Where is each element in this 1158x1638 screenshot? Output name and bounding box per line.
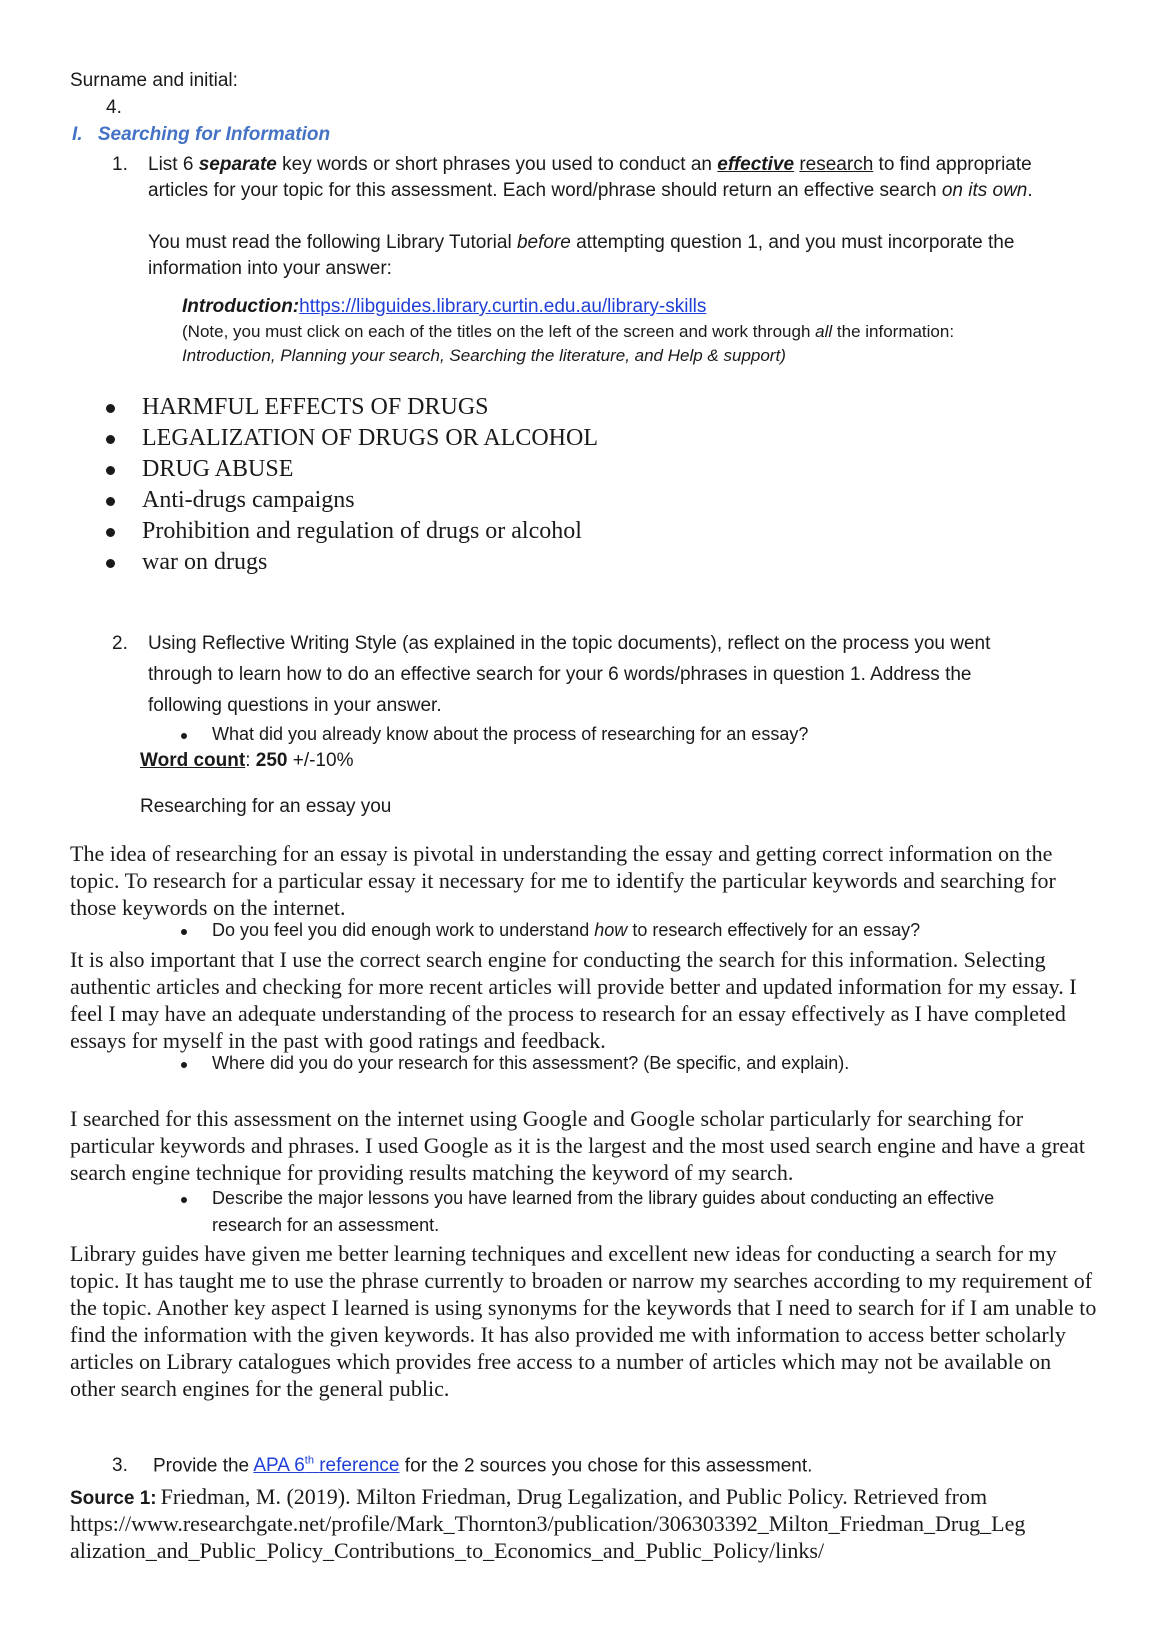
source-1-line2: https://www.researchgate.net/profile/Mark_Thornton3/publication/306303392_Milton_Friedman_Drug_Leg (70, 1511, 1026, 1536)
note-line1 (182, 322, 954, 342)
q1-text: articles for your topic for this assessment. Each word/phrase should return an effective search (148, 180, 937, 201)
keyword-item: Anti-drugs campaigns (142, 487, 355, 513)
bullet-icon (181, 929, 187, 935)
section-heading (72, 124, 330, 146)
q1-line2 (148, 180, 1033, 202)
bullet-icon (106, 528, 115, 537)
answer-paragraph-2: It is also important that I use the correct search engine for conducting the search for this information. Selecting authentic articles and checking for more recent articles will provide better and updated information for my essay. I feel I may have an adequate understanding of the process to research for an essay effectively as I have completed essays for myself in the past with good ratings and feedback. (70, 947, 1077, 1053)
answer-paragraph-3: I searched for this assessment on the internet using Google and Google scholar particularly for searching for particular keywords and phrases. I used Google as it is the largest and the most used search engine and have a great search engine technique for providing results matching the keyword of my search. (70, 1106, 1085, 1185)
q2-line2: through to learn how to do an effective search for your 6 words/phrases in question 1. Address the (148, 664, 972, 685)
q1-emphasis-own: on its own (941, 180, 1028, 201)
q1-emphasis-separate: separate (198, 154, 277, 175)
q1-tutorial-line2: information into your answer: (148, 258, 392, 279)
researching-intro: Researching for an essay you (140, 796, 392, 817)
bullet-icon (106, 497, 115, 506)
q2-bullet-1: What did you already know about the process of researching for an essay? (212, 724, 809, 744)
note-line2: Introduction, Planning your search, Searching the literature, and Help & support) (182, 346, 786, 365)
q1-emphasis-before: before (516, 232, 571, 253)
q1-text: to find appropriate (878, 154, 1032, 175)
q1-tutorial-line1 (148, 232, 1014, 254)
q1-text: key words or short phrases you used to conduct an (282, 154, 713, 175)
q3-text: Provide the (153, 1455, 250, 1477)
bullet-icon (181, 1197, 187, 1203)
q1-text: You must read the following Library Tutorial (148, 232, 512, 253)
word-count-label: Word count (140, 750, 246, 771)
library-skills-link[interactable]: https://libguides.library.curtin.edu.au/library-skills (299, 296, 707, 317)
q1-text: attempting question 1, and you must incorporate the (576, 232, 1015, 253)
q2-bullet-2 (212, 920, 920, 941)
source-1-line3: alization_and_Public_Policy_Contributions_to_Economics_and_Public_Policy/links/ (70, 1538, 825, 1563)
intro-label: Introduction: (182, 296, 300, 317)
q1-research-underlined: research (799, 154, 874, 175)
word-count-value: 250 (255, 750, 288, 771)
q1-emphasis-effective: effective (717, 154, 795, 175)
bullet-icon (106, 466, 115, 475)
surname-label: Surname and initial: (70, 70, 238, 91)
keyword-item: DRUG ABUSE (142, 456, 294, 482)
q2-bullet-4-line1: Describe the major lessons you have learned from the library guides about conducting an effective (212, 1188, 995, 1208)
q2-line1: Using Reflective Writing Style (as explained in the topic documents), reflect on the process you went (148, 633, 991, 654)
bullet-text: Do you feel you did enough work to understand (212, 920, 590, 940)
source-1-line1 (70, 1484, 987, 1510)
q2-number: 2. (112, 633, 128, 654)
keyword-item: HARMFUL EFFECTS OF DRUGS (142, 394, 489, 420)
apa-link-text: APA 6 (253, 1455, 305, 1477)
apa-link-text: reference (319, 1455, 400, 1477)
keyword-item: Prohibition and regulation of drugs or alcohol (142, 518, 582, 544)
apa-reference-link[interactable] (253, 1455, 399, 1476)
keyword-item: LEGALIZATION OF DRUGS OR ALCOHOL (142, 425, 598, 451)
bullet-icon (106, 559, 115, 568)
q1-number: 1. (112, 154, 128, 175)
keyword-item: war on drugs (142, 549, 268, 575)
q1-line1 (148, 154, 1032, 176)
note-text: the information: (836, 322, 955, 341)
bullet-text: to research effectively for an essay? (632, 920, 921, 940)
section-title: Searching for Information (97, 124, 331, 145)
intro-line (182, 296, 706, 318)
source-citation: Friedman, M. (2019). Milton Friedman, Drug Legalization, and Public Policy. Retrieved from (160, 1484, 988, 1509)
q3-text: for the 2 sources you chose for this assessment. (404, 1455, 813, 1477)
word-count-tolerance: +/-10% (292, 750, 354, 771)
bullet-icon (181, 733, 187, 739)
source-label: Source 1: (70, 1488, 157, 1509)
q2-bullet-4-line2: research for an assessment. (212, 1215, 440, 1235)
section-number: I. (72, 124, 83, 145)
q3-number: 3. (112, 1455, 128, 1476)
q2-line3: following questions in your answer. (148, 695, 442, 716)
apa-link-superscript: th (304, 1455, 314, 1467)
bullet-icon (106, 404, 115, 413)
q1-text: List 6 (148, 154, 194, 175)
word-count-line (140, 750, 353, 772)
q1-text: . (1027, 180, 1033, 201)
note-text: (Note, you must click on each of the titles on the left of the screen and work through (182, 322, 811, 341)
bullet-emphasis-how: how (594, 920, 628, 940)
word-count-colon: : (245, 750, 251, 771)
bullet-icon (181, 1062, 187, 1068)
note-emphasis-all: all (815, 322, 833, 341)
item-number: 4. (106, 97, 122, 118)
answer-paragraph-1: The idea of researching for an essay is pivotal in understanding the essay and getting correct information on the topic. To research for a particular essay it necessary for me to identify the particular keywords and searching for those keywords on the internet. (70, 841, 1056, 920)
bullet-icon (106, 435, 115, 444)
q3-line (153, 1455, 812, 1477)
q2-bullet-3: Where did you do your research for this assessment? (Be specific, and explain). (212, 1053, 850, 1073)
answer-paragraph-4: Library guides have given me better learning techniques and excellent new ideas for conducting a search for my topic. It has taught me to use the phrase currently to broaden or narrow my searches according to my requirement of the topic. Another key aspect I learned is using synonyms for the keywords that I need to search for if I am unable to find the information with the given keywords. It has also provided me with information to access better scholarly articles on Library catalogues which provides free access to a number of articles which may not be available on other search engines for the general public. (70, 1241, 1097, 1401)
